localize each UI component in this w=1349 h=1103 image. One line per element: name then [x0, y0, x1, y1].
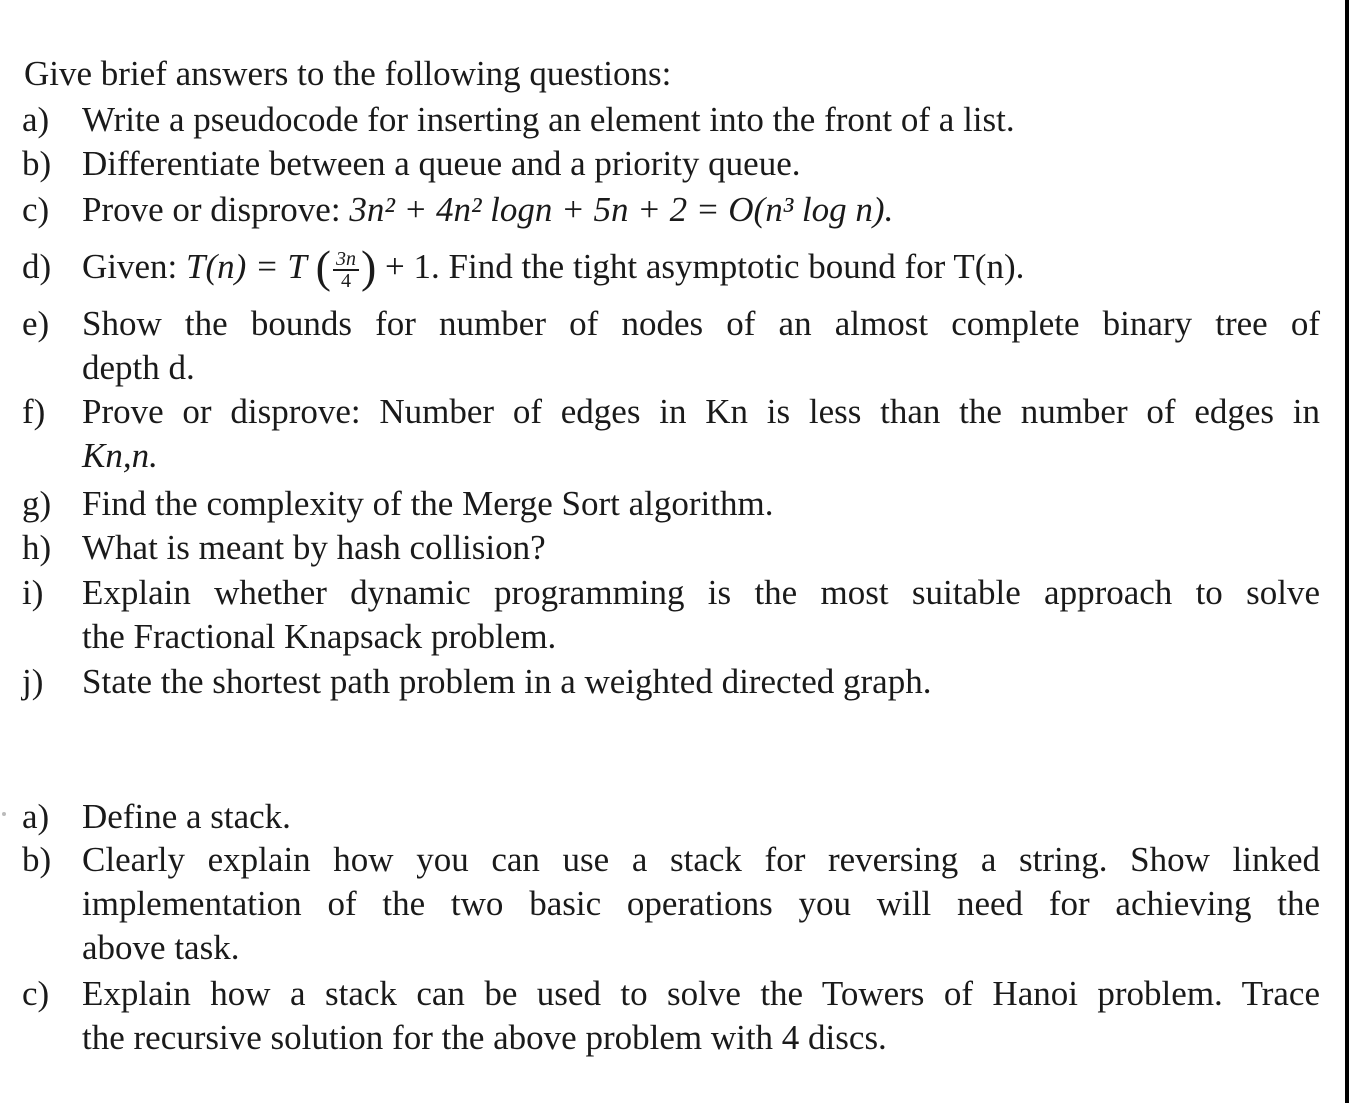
question-text-line2: implementation of the two basic operations you will need for achieving the: [82, 884, 1320, 923]
question-text-line2: the recursive solution for the above problem with 4 discs.: [82, 1018, 887, 1057]
question-text-line1: Prove or disprove: Number of edges in Kn is less than the number of edges in: [82, 392, 1320, 431]
question-text: State the shortest path problem in a weighted directed graph.: [82, 662, 932, 701]
question-text: Differentiate between a queue and a priority queue.: [82, 144, 801, 183]
question-text: Find the complexity of the Merge Sort algorithm.: [82, 484, 774, 523]
question-prefix: Given:: [82, 247, 187, 286]
instructions-heading: Give brief answers to the following questions:: [24, 54, 672, 93]
question-label: d): [22, 247, 52, 286]
question-text: Write a pseudocode for inserting an element into the front of a list.: [82, 100, 1015, 139]
question-text-line1: Explain how a stack can be used to solve the Towers of Hanoi problem. Trace: [82, 974, 1320, 1013]
math-expression: 3n² + 4n² logn + 5n + 2 = O(n³ log n).: [349, 190, 894, 229]
question-label: i): [22, 573, 44, 612]
question-label: c): [22, 190, 50, 229]
question-suffix: + 1. Find the tight asymptotic bound for T(n).: [376, 247, 1025, 286]
paren-open: (: [315, 241, 331, 292]
question-text: Define a stack.: [82, 797, 291, 836]
question-label: b): [22, 840, 52, 879]
question-label: j): [22, 662, 44, 701]
question-label: f): [22, 392, 46, 431]
question-label: h): [22, 528, 52, 567]
question-label: a): [22, 100, 50, 139]
question-text-line1: Show the bounds for number of nodes of an almost complete binary tree of: [82, 304, 1320, 343]
paren-close: ): [360, 241, 377, 292]
question-text-line1: Clearly explain how you can use a stack for reversing a string. Show linked: [82, 840, 1320, 879]
fraction-denominator: 4: [340, 269, 351, 292]
question-label: a): [22, 797, 50, 836]
fraction-numerator: 3n: [333, 249, 359, 271]
page-edge-rule: [1345, 0, 1349, 1103]
question-label: g): [22, 484, 52, 523]
question-text: [82, 241, 1320, 292]
fraction: [333, 249, 359, 291]
question-text: [82, 188, 1320, 232]
question-text-line2: Kn,n.: [82, 436, 158, 475]
question-label: b): [22, 144, 52, 183]
question-text-line3: above task.: [82, 928, 240, 967]
question-text-line2: depth d.: [82, 348, 195, 387]
question-prefix: Prove or disprove:: [82, 190, 350, 229]
scan-speck: [2, 812, 6, 816]
question-text-line1: Explain whether dynamic programming is the most suitable approach to solve: [82, 573, 1320, 612]
math-recurrence: T(n) = T: [186, 247, 307, 286]
question-text-line2: the Fractional Knapsack problem.: [82, 617, 557, 656]
question-label: c): [22, 974, 50, 1013]
question-text: What is meant by hash collision?: [82, 528, 546, 567]
question-label: e): [22, 304, 50, 343]
